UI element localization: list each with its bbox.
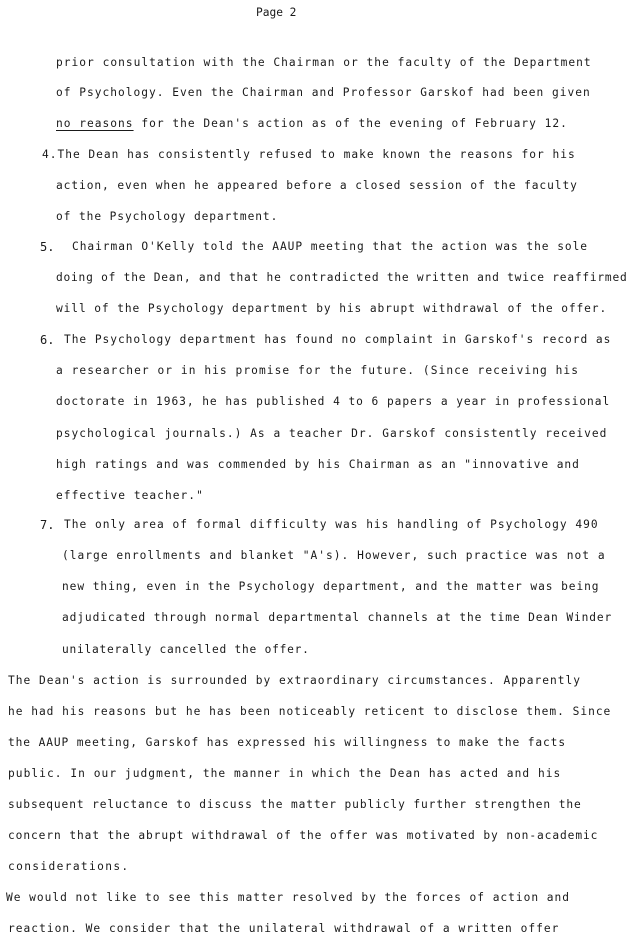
text-line: The only area of formal difficulty was his handling of Psychology 490 (64, 518, 599, 531)
text-line: Chairman O'Kelly told the AAUP meeting that the action was the sole (72, 240, 588, 253)
text-line: action, even when he appeared before a closed session of the faculty (56, 179, 578, 192)
text-line: The Dean's action is surrounded by extraordinary circumstances. Apparently (8, 674, 581, 687)
text-line: concern that the abrupt withdrawal of the offer was motivated by non-academic (8, 829, 599, 842)
underlined-phrase: no reasons (56, 117, 134, 130)
text-line: 4.The Dean has consistently refused to make known the reasons for his (42, 148, 576, 161)
text-line: the AAUP meeting, Garskof has expressed his willingness to make the facts (8, 736, 566, 749)
text-line: of the Psychology department. (56, 210, 279, 223)
text-line: effective teacher." (56, 489, 204, 502)
item-number: 6. (40, 333, 55, 347)
text-line: We would not like to see this matter resolved by the forces of action and (6, 891, 570, 904)
text-line: considerations. (8, 860, 130, 873)
text-line: new thing, even in the Psychology department, and the matter was being (62, 580, 600, 593)
text-line: subsequent reluctance to discuss the matter publicly further strengthen the (8, 798, 582, 811)
text-line: high ratings and was commended by his Chairman as an "innovative and (56, 458, 580, 471)
text-line: doctorate in 1963, he has published 4 to 6 papers a year in professional (56, 395, 611, 408)
text-line: of Psychology. Even the Chairman and Professor Garskof had been given (56, 86, 591, 99)
text-line: (large enrollments and blanket "A's). However, such practice was not a (62, 549, 606, 562)
text-line: reaction. We consider that the unilateral withdrawal of a written offer (8, 922, 560, 935)
text-line: doing of the Dean, and that he contradicted the written and twice reaffirmed (56, 271, 628, 284)
text-line: will of the Psychology department by his abrupt withdrawal of the offer. (56, 302, 608, 315)
text-line: a researcher or in his promise for the future. (Since receiving his (56, 364, 580, 377)
item-number: 7. (40, 518, 55, 532)
text-line: public. In our judgment, the manner in which the Dean has acted and his (8, 767, 562, 780)
item-number: 5. (40, 240, 55, 254)
text-line: psychological journals.) As a teacher Dr. Garskof consistently received (56, 427, 608, 440)
text-line: prior consultation with the Chairman or the faculty of the Department (56, 56, 592, 69)
text-line: he had his reasons but he has been noticeably reticent to disclose them. Since (8, 705, 612, 718)
text-line (56, 117, 568, 131)
text-line: The Psychology department has found no complaint in Garskof's record as (64, 333, 612, 346)
text-line: adjudicated through normal departmental channels at the time Dean Winder (62, 611, 613, 624)
text-line: unilaterally cancelled the offer. (62, 643, 310, 656)
text-fragment: for the Dean's action as of the evening of February 12. (133, 117, 568, 130)
page-header: Page 2 (256, 6, 297, 19)
